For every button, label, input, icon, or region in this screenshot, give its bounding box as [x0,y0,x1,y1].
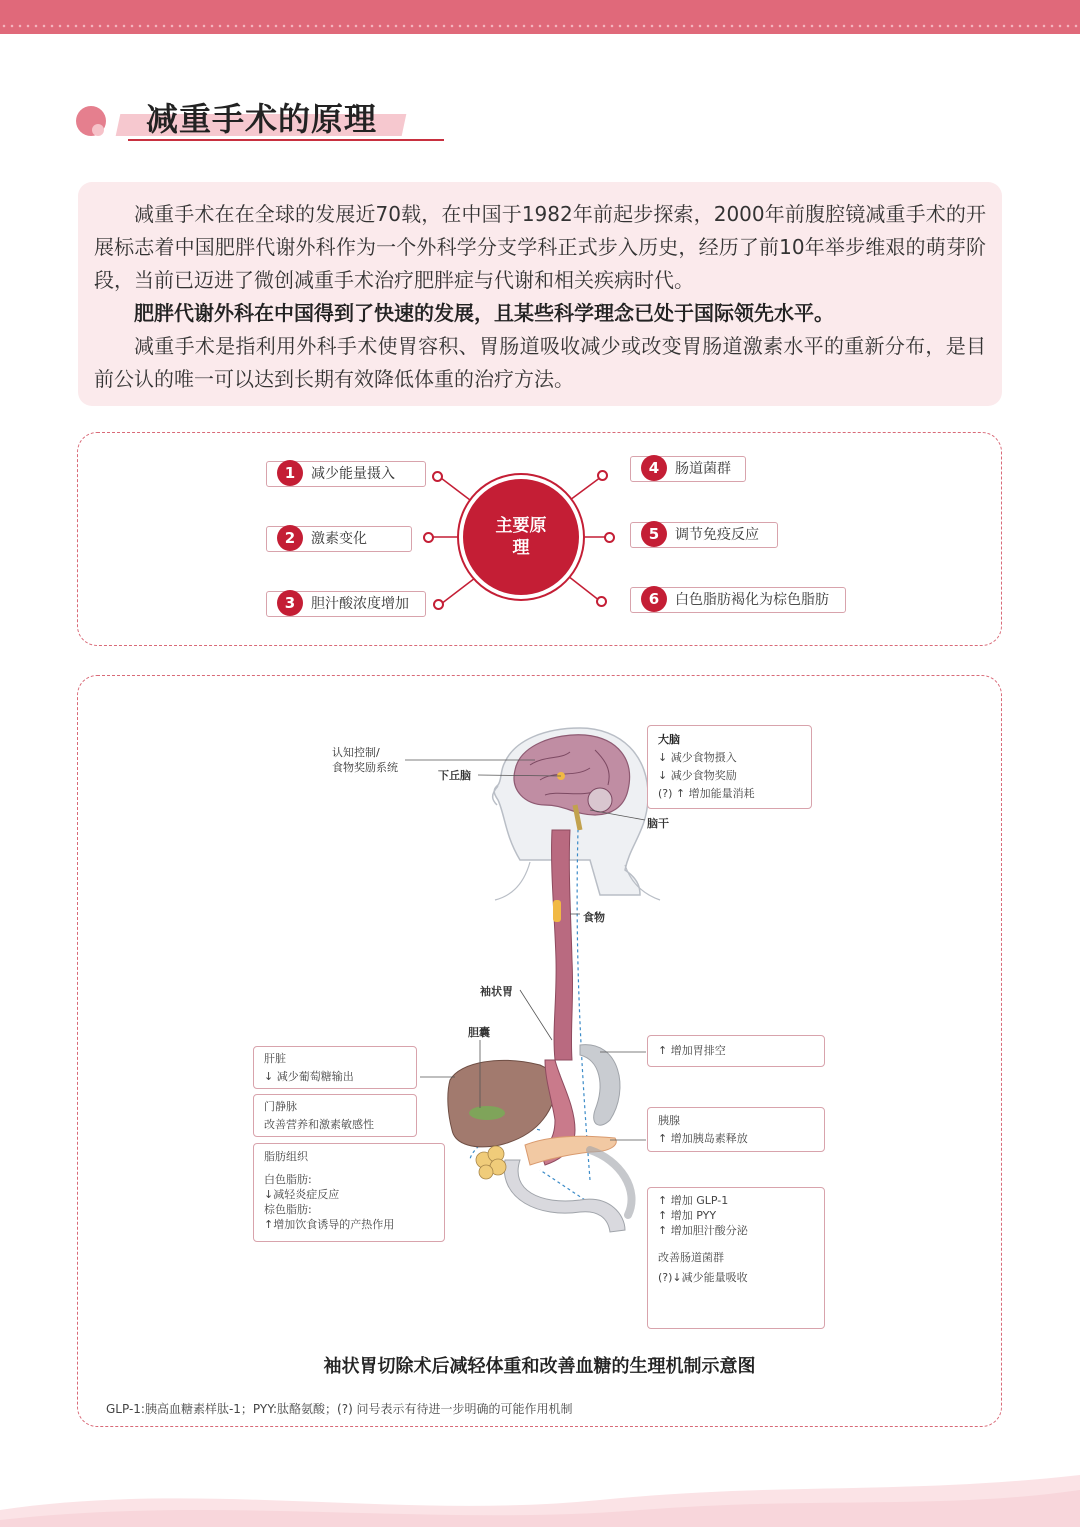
principle-5: 5 调节免疫反应 [630,522,778,548]
info-box-pancreas: 胰腺 ↑ 增加胰岛素释放 [647,1107,825,1152]
label-cognition-2: 食物奖励系统 [332,761,398,774]
info-box-stomach: ↑ 增加胃排空 [647,1035,825,1067]
page-title: 减重手术的原理 [146,100,378,138]
intro-paragraph-1: 减重手术在在全球的发展近70载，在中国于1982年前起步探索，2000年前腹腔镜减重手术的开展标志着中国肥胖代谢外科作为一个外科学分支学科正式步入历史，经历了前10年举步维艰的萌芽阶段，当前已迈进了微创减重手术治疗肥胖症与代谢和相关疾病时代。 [94,202,986,292]
principle-1: 1 减少能量摄入 [266,461,426,487]
label-hypothalamus: 下丘脑 [438,769,471,782]
diagram-footnote: GLP-1:胰高血糖素样肽-1；PYY:肽酪氨酸；(?) 问号表示有待进一步明确的可能作用机制 [106,1402,573,1416]
info-box-intestine: ↑ 增加 GLP-1 ↑ 增加 PYY ↑ 增加胆汁酸分泌 改善肠道菌群 (?)↓减少能量吸收 [647,1187,825,1329]
info-box-liver: 肝脏 ↓ 减少葡萄糖输出 [253,1046,417,1089]
label-gallbladder: 胆囊 [468,1026,490,1039]
info-box-adipose: 脂肪组织 白色脂肪: ↓减轻炎症反应 棕色脂肪: ↑增加饮食诱导的产热作用 [253,1143,445,1242]
intro-paragraph-3: 减重手术是指利用外科手术使胃容积、胃肠道吸收减少或改变胃肠道激素水平的重新分布，是目前公认的唯一可以达到长期有效降低体重的治疗方法。 [94,334,986,391]
principle-6: 6 白色脂肪褐化为棕色脂肪 [630,587,846,613]
label-cognition-1: 认知控制/ [332,746,380,759]
bottom-wave-decoration [0,1470,1080,1527]
principle-2: 2 激素变化 [266,526,412,552]
info-box-brain: 大脑 ↓ 减少食物摄入 ↓ 减少食物奖励 (?) ↑ 增加能量消耗 [647,725,812,809]
diagram-caption: 袖状胃切除术后减轻体重和改善血糖的生理机制示意图 [323,1356,756,1377]
principle-4: 4 肠道菌群 [630,456,746,482]
label-brainstem: 脑干 [647,817,669,830]
label-sleeve-stomach: 袖状胃 [480,985,513,998]
label-food: 食物 [583,911,605,924]
principles-center: 主要原理 [463,479,579,595]
info-box-portal-vein: 门静脉 改善营养和激素敏感性 [253,1094,417,1137]
intro-paragraph-2: 肥胖代谢外科在中国得到了快速的发展，且某些科学理念已处于国际领先水平。 [134,301,834,325]
principle-3: 3 胆汁酸浓度增加 [266,591,426,617]
